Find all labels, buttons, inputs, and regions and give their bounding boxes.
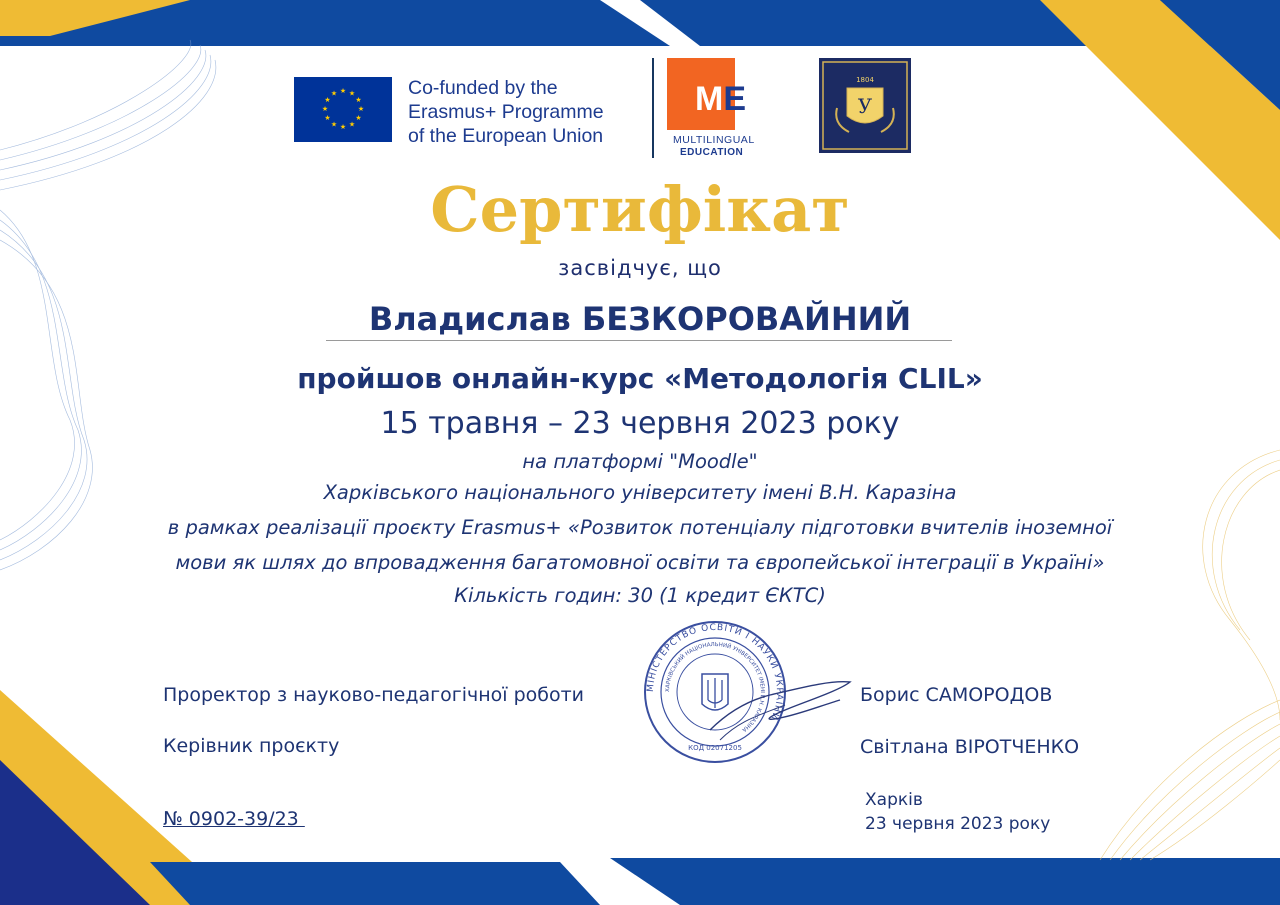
- eu-text-line2: Erasmus+ Programme: [408, 101, 604, 123]
- stamp-outer-text: МІНІСТЕРСТВО ОСВІТИ І НАУКИ УКРАЇНИ: [645, 622, 785, 723]
- university-line: Харківського національного університету імені В.Н. Каразіна: [323, 481, 957, 504]
- university-year: 1804: [856, 76, 874, 84]
- stamp-inner-text: ХАРКІВСЬКИЙ НАЦІОНАЛЬНИЙ УНІВЕРСИТЕТ ІМЕНІ В.Н. КАРАЗІНА: [664, 641, 766, 733]
- university-emblem-icon: [819, 58, 911, 153]
- svg-text:★: ★: [348, 120, 356, 129]
- platform-line: на платформі "Moodle": [522, 450, 758, 473]
- hours-line: Кількість годин: 30 (1 кредит ЄКТС): [454, 584, 826, 607]
- issue-date: 23 червня 2023 року: [865, 814, 1051, 834]
- svg-text:★: ★: [357, 105, 365, 113]
- eu-flag-icon: [294, 77, 392, 142]
- signer-role-2: Керівник проєкту: [163, 735, 340, 757]
- svg-text:★: ★: [339, 123, 347, 131]
- svg-text:У: У: [857, 94, 873, 118]
- svg-text:★: ★: [355, 96, 362, 104]
- me-caption-line2: EDUCATION: [680, 147, 744, 158]
- project-line-1: в рамках реалізації проєкту Erasmus+ «Розвиток потенціалу підготовки вчителів іноземної: [167, 516, 1113, 539]
- course-dates: 15 травня – 23 червня 2023 року: [380, 406, 900, 441]
- eu-text-line3: of the European Union: [408, 125, 604, 147]
- course-line: пройшов онлайн-курс «Методологія CLIL»: [297, 362, 983, 395]
- signer-name-2: Світлана ВІРОТЧЕНКО: [860, 736, 1080, 758]
- svg-text:★: ★: [339, 87, 347, 95]
- issue-place: Харків: [865, 790, 923, 810]
- name-underline: [326, 340, 952, 341]
- svg-text:★: ★: [324, 114, 331, 122]
- signer-name-1: Борис САМОРОДОВ: [860, 684, 1053, 706]
- handwritten-signature-icon: [690, 660, 860, 750]
- certificate-title: Сертифікат: [430, 173, 850, 246]
- svg-text:★: ★: [348, 89, 356, 98]
- svg-text:★: ★: [324, 96, 331, 104]
- logo-divider: [652, 58, 654, 158]
- certificate-subtitle: засвідчує, що: [558, 256, 722, 280]
- multilingual-education-logo-icon: [667, 58, 767, 130]
- svg-text:★: ★: [330, 120, 338, 129]
- svg-text:★: ★: [355, 114, 362, 122]
- eu-cofunding-text: [408, 76, 604, 148]
- project-line-2: мови як шлях до впровадження багатомовної освіти та європейської інтеграції в Україні»: [175, 551, 1105, 574]
- stamp-code: КОД 02071205: [688, 744, 742, 752]
- svg-text:★: ★: [321, 105, 329, 113]
- certificate-number: № 0902-39/23: [163, 808, 305, 830]
- me-letter-m: ME: [695, 80, 747, 118]
- eu-text-line1: Co-funded by the: [408, 77, 558, 99]
- me-caption-line1: MULTILINGUAL: [673, 134, 755, 146]
- recipient-name: Владислав БЕЗКОРОВАЙНИЙ: [368, 300, 912, 338]
- signer-role-1: Проректор з науково-педагогічної роботи: [163, 684, 585, 706]
- svg-text:★: ★: [330, 89, 338, 98]
